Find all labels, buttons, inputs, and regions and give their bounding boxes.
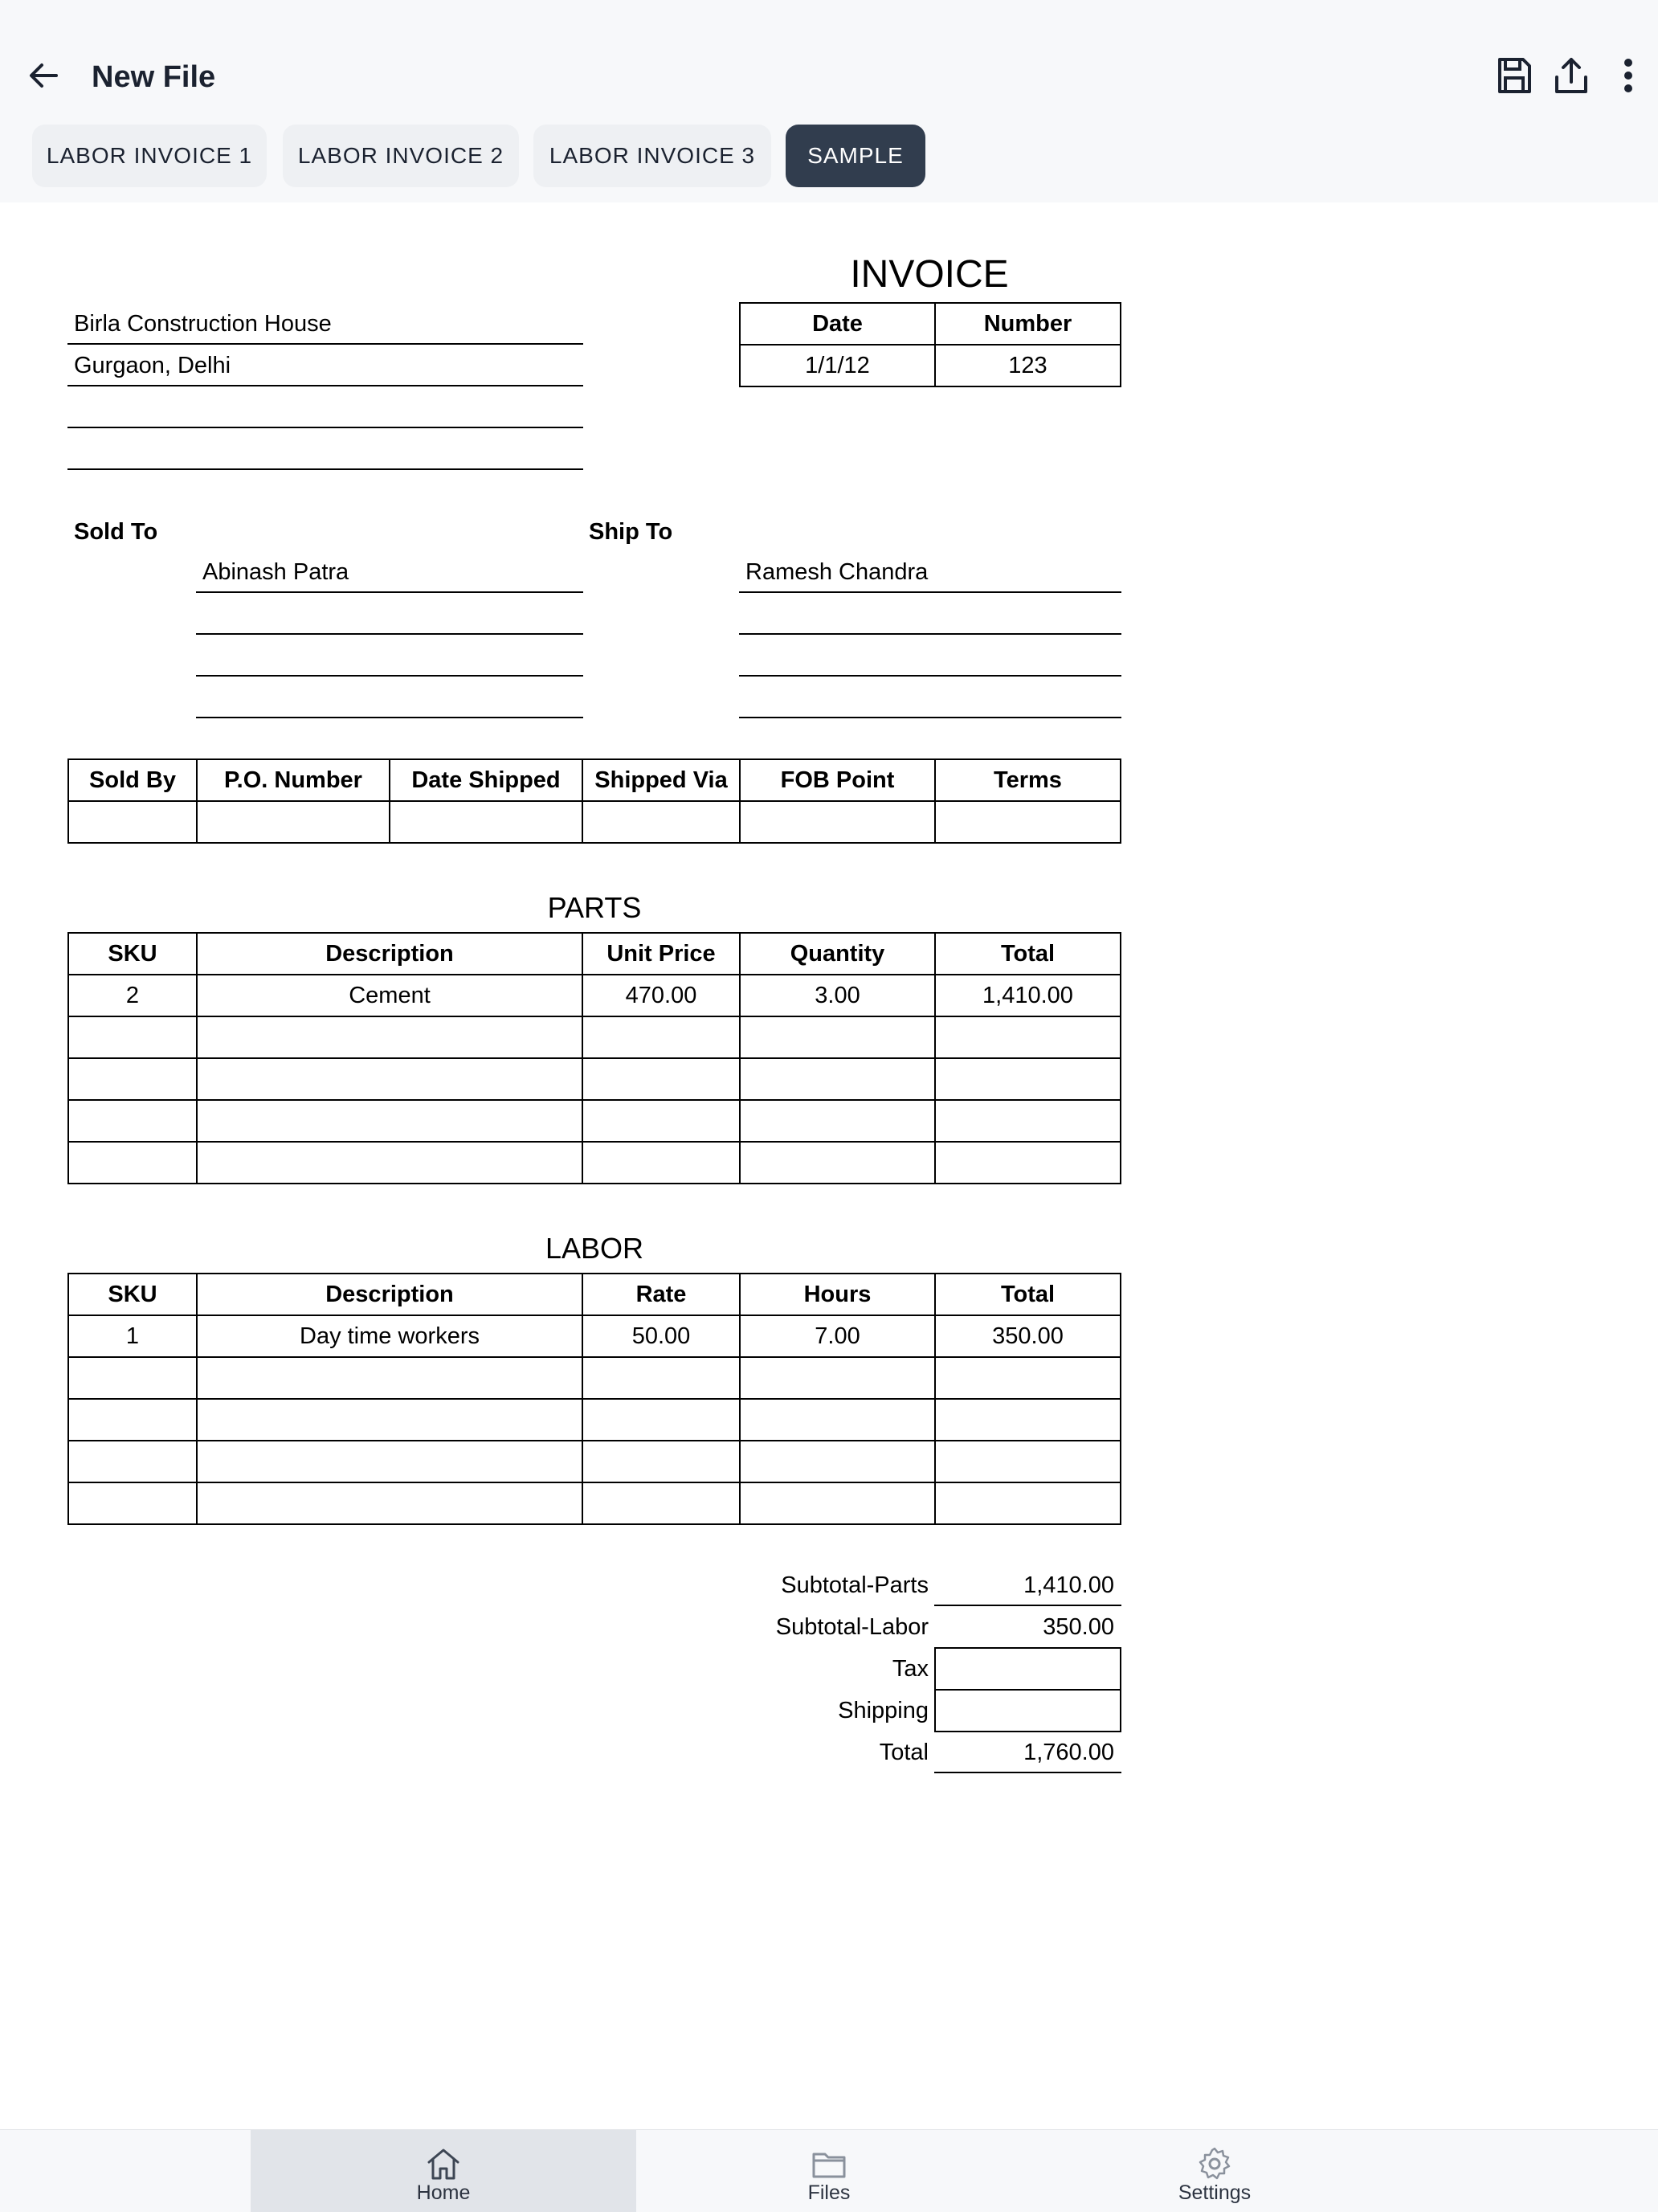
- nav-home[interactable]: [251, 2130, 636, 2212]
- parts-cell-sku[interactable]: 2: [125, 983, 140, 1008]
- nav-files[interactable]: [636, 2130, 1022, 2212]
- grid-line: [67, 1057, 1121, 1059]
- parts-cell-unit-price[interactable]: 470.00: [625, 983, 697, 1008]
- company-line[interactable]: Birla Construction House: [74, 311, 332, 337]
- underline: [67, 385, 583, 386]
- po-number-header: P.O. Number: [224, 767, 362, 793]
- parts-cell-quantity[interactable]: 3.00: [815, 983, 860, 1008]
- tab-labor-invoice-2[interactable]: LABOR INVOICE 2: [283, 125, 519, 187]
- grid-line: [67, 1482, 1121, 1483]
- underline: [739, 591, 1121, 593]
- date-header: Date: [812, 311, 863, 337]
- bottom-nav: [0, 2129, 1658, 2212]
- subtotal-parts-value[interactable]: 1,410.00: [1023, 1572, 1114, 1598]
- nav-settings[interactable]: [1022, 2130, 1407, 2212]
- ship-to-label: Ship To: [589, 519, 673, 545]
- fob-point-header: FOB Point: [780, 767, 895, 793]
- parts-unit-price-header: Unit Price: [606, 941, 716, 967]
- underline: [739, 717, 1121, 718]
- labor-description-header: Description: [325, 1282, 454, 1307]
- labor-cell-rate[interactable]: 50.00: [631, 1323, 691, 1349]
- parts-heading: PARTS: [547, 891, 642, 924]
- labor-cell-hours[interactable]: 7.00: [815, 1323, 860, 1349]
- terms-header: Terms: [994, 767, 1062, 793]
- labor-cell-description[interactable]: Day time workers: [300, 1323, 480, 1349]
- invoice-heading: INVOICE: [850, 253, 1009, 296]
- subtotal-labor-value[interactable]: 350.00: [1043, 1614, 1114, 1640]
- underline: [739, 675, 1121, 677]
- labor-rate-header: Rate: [635, 1282, 687, 1307]
- grid-line: [67, 1440, 1121, 1441]
- sold-to-line[interactable]: Abinash Patra: [202, 559, 349, 585]
- grid-line: [67, 1398, 1121, 1400]
- nav-files-label: Files: [807, 2181, 851, 2204]
- sold-to-label: Sold To: [74, 519, 158, 545]
- total-value[interactable]: 1,760.00: [1023, 1740, 1114, 1765]
- parts-sku-header: SKU: [108, 941, 157, 967]
- page-title: New File: [92, 60, 216, 94]
- ship-to-line[interactable]: Ramesh Chandra: [745, 559, 929, 585]
- labor-total-header: Total: [1000, 1282, 1056, 1307]
- parts-description-header: Description: [325, 941, 454, 967]
- number-header: Number: [983, 311, 1072, 337]
- labor-cell-total[interactable]: 350.00: [992, 1323, 1064, 1349]
- underline: [196, 675, 583, 677]
- nav-settings-label: Settings: [1178, 2181, 1252, 2204]
- underline: [67, 468, 583, 470]
- labor-hours-header: Hours: [803, 1282, 872, 1307]
- labor-heading: LABOR: [545, 1232, 644, 1265]
- company-line[interactable]: Gurgaon, Delhi: [74, 353, 231, 378]
- underline: [739, 633, 1121, 635]
- underline: [196, 717, 583, 718]
- date-shipped-header: Date Shipped: [411, 767, 561, 793]
- folder-icon: [810, 2145, 848, 2183]
- tax-label: Tax: [892, 1656, 929, 1682]
- date-value[interactable]: 1/1/12: [805, 353, 870, 378]
- sold-by-header: Sold By: [89, 767, 176, 793]
- tab-sample[interactable]: SAMPLE: [786, 125, 925, 187]
- gear-icon: [1195, 2145, 1234, 2183]
- underline: [196, 633, 583, 635]
- shipped-via-header: Shipped Via: [594, 767, 728, 793]
- parts-cell-description[interactable]: Cement: [349, 983, 431, 1008]
- grid-line: [67, 1141, 1121, 1143]
- underline: [196, 591, 583, 593]
- underline: [67, 427, 583, 428]
- tab-labor-invoice-1[interactable]: LABOR INVOICE 1: [32, 125, 267, 187]
- home-icon: [424, 2145, 463, 2183]
- nav-home-label: Home: [416, 2181, 471, 2204]
- shipping-label: Shipping: [838, 1698, 929, 1723]
- parts-quantity-header: Quantity: [790, 941, 885, 967]
- parts-cell-total[interactable]: 1,410.00: [982, 983, 1073, 1008]
- labor-sku-header: SKU: [108, 1282, 157, 1307]
- number-value[interactable]: 123: [1008, 353, 1047, 378]
- grid-line: [934, 1689, 1121, 1691]
- total-label: Total: [879, 1740, 929, 1765]
- grid-line: [67, 1099, 1121, 1101]
- tab-labor-invoice-3[interactable]: LABOR INVOICE 3: [533, 125, 771, 187]
- subtotal-parts-label: Subtotal-Parts: [781, 1572, 929, 1598]
- subtotal-labor-label: Subtotal-Labor: [775, 1614, 929, 1640]
- labor-cell-sku[interactable]: 1: [125, 1323, 140, 1349]
- parts-total-header: Total: [1000, 941, 1056, 967]
- underline: [934, 1772, 1121, 1773]
